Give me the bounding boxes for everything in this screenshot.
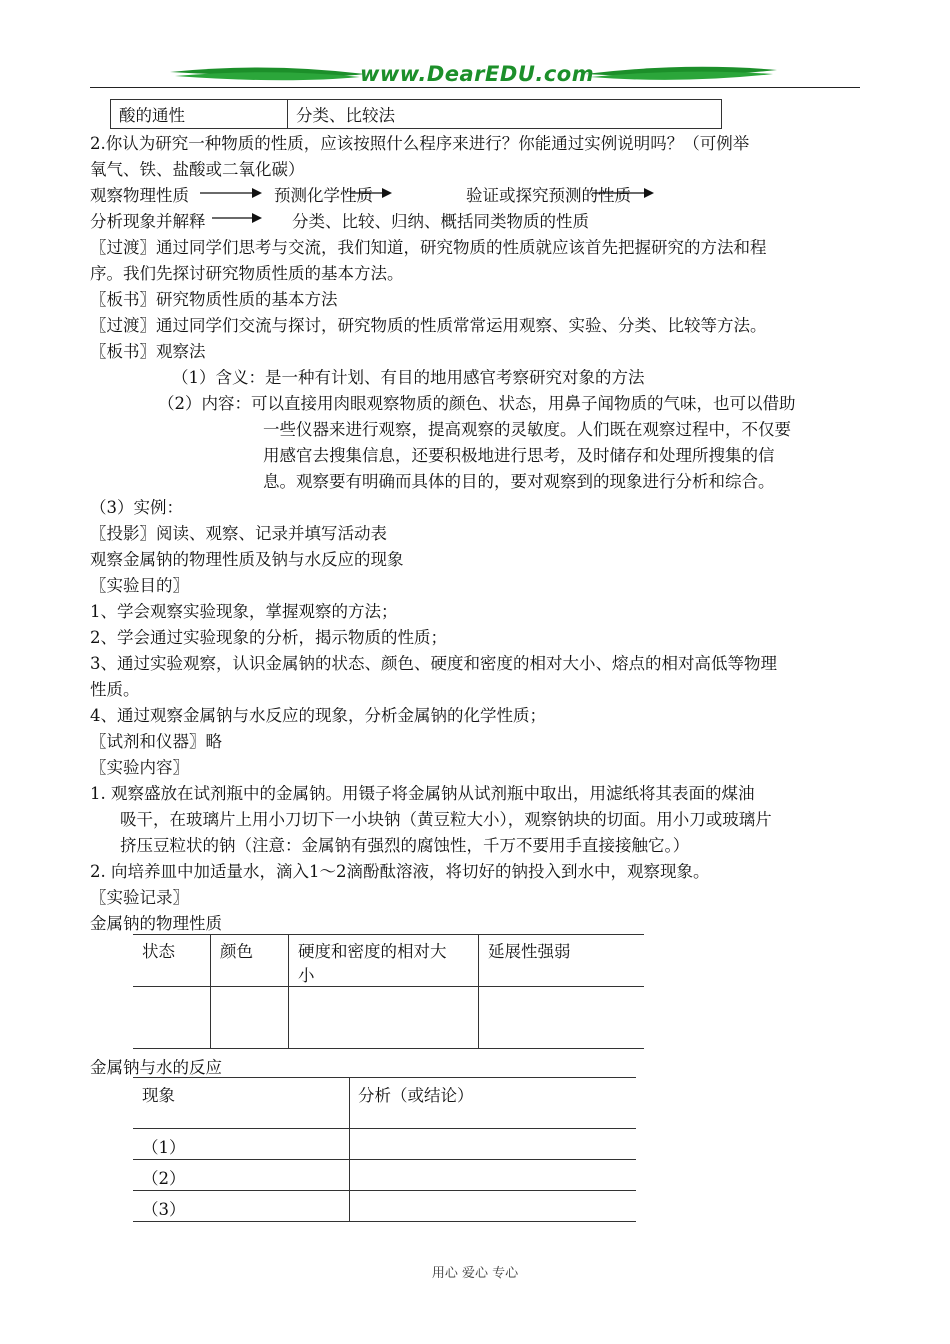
observation-content: 息。观察要有明确而具体的目的，要对观察到的现象进行分析和综合。	[263, 472, 775, 491]
paragraph-line: 〖板书〗观察法	[90, 342, 206, 361]
table-header-cell: 分析（或结论）	[358, 1086, 474, 1105]
arrow-right-icon	[350, 186, 392, 200]
activity-line: 〖实验内容〗	[90, 758, 189, 777]
activity-line: 1、学会观察实验现象，掌握观察的方法；	[90, 602, 398, 621]
observation-example: （3）实例：	[90, 498, 183, 517]
paragraph-line: 〖过渡〗通过同学们思考与交流，我们知道，研究物质的性质就应该首先把握研究的方法和程	[90, 238, 767, 257]
flow-step: 分类、比较、归纳、概括同类物质的性质	[292, 212, 589, 231]
method-table-cell: 分类、比较法	[288, 100, 722, 129]
activity-line: 2、学会通过实验现象的分析，揭示物质的性质；	[90, 628, 447, 647]
table-rule	[349, 1077, 350, 1221]
observation-content: （2）内容：可以直接用肉眼观察物质的颜色、状态，用鼻子闻物质的气味，也可以借助	[158, 394, 796, 413]
table-rule	[288, 934, 289, 1048]
table-rule	[478, 934, 479, 1048]
procedure-line: 吸干，在玻璃片上用小刀切下一小块钠（黄豆粒大小），观察钠块的切面。用小刀或玻璃片	[120, 810, 772, 829]
table-row-label: （2）	[142, 1169, 186, 1188]
question-line: 氧气、铁、盐酸或二氧化碳）	[90, 160, 305, 179]
table-rule	[210, 934, 211, 1048]
table-rule	[133, 1128, 636, 1129]
arrow-right-icon	[592, 186, 654, 200]
paragraph-line: 序。我们先探讨研究物质性质的基本方法。	[90, 264, 404, 283]
table-header-cell: 颜色	[220, 942, 253, 961]
paragraph-line: 〖过渡〗通过同学们交流与探讨，研究物质的性质常常运用观察、实验、分类、比较等方法。	[90, 316, 767, 335]
table-header-cell: 小	[298, 966, 315, 985]
procedure-line: 金属钠的物理性质	[90, 914, 222, 933]
procedure-line: 2. 向培养皿中加适量水，滴入1～2滴酚酞溶液，将切好的钠投入到水中，观察现象。	[90, 862, 710, 881]
observation-content: 一些仪器来进行观察，提高观察的灵敏度。人们既在观察过程中，不仅要	[263, 420, 791, 439]
procedure-line: 1. 观察盛放在试剂瓶中的金属钠。用镊子将金属钠从试剂瓶中取出，用滤纸将其表面的煤油	[90, 784, 755, 803]
table-header-cell: 现象	[142, 1086, 175, 1105]
table-rule	[133, 1048, 644, 1049]
table-header-cell: 延展性强弱	[488, 942, 571, 961]
reaction-title: 金属钠与水的反应	[90, 1058, 222, 1077]
flow-step: 预测化学性质	[274, 186, 373, 205]
table-row-label: （3）	[142, 1200, 186, 1219]
procedure-line: 〖实验记录〗	[90, 888, 189, 907]
activity-line: 观察金属钠的物理性质及钠与水反应的现象	[90, 550, 404, 569]
activity-line: 4、通过观察金属钠与水反应的现象，分析金属钠的化学性质；	[90, 706, 546, 725]
page-footer: 用心 爱心 专心	[431, 1266, 519, 1281]
activity-line: 3、通过实验观察，认识金属钠的状态、颜色、硬度和密度的相对大小、熔点的相对高低等物理	[90, 654, 777, 673]
flow-step: 观察物理性质	[90, 186, 189, 205]
table-rule	[133, 1077, 636, 1078]
observation-content: 用感官去搜集信息，还要积极地进行思考，及时储存和处理所搜集的信	[263, 446, 775, 465]
activity-line: 性质。	[90, 680, 140, 699]
activity-line: 〖试剂和仪器〗略	[90, 732, 222, 751]
flow-step: 验证或探究预测的性质	[466, 186, 631, 205]
table-rule	[133, 1159, 636, 1160]
procedure-line: 挤压豆粒状的钠（注意：金属钠有强烈的腐蚀性，千万不要用手直接接触它。）	[120, 836, 690, 855]
method-table	[110, 99, 722, 129]
table-header-cell: 硬度和密度的相对大	[298, 942, 447, 961]
arrow-right-icon	[200, 186, 262, 200]
activity-line: 〖实验目的〗	[90, 576, 189, 595]
table-rule	[133, 1190, 636, 1191]
table-header-cell: 状态	[142, 942, 175, 961]
question-line: 2.你认为研究一种物质的性质，应该按照什么程序来进行？你能通过实例说明吗？（可例举	[90, 134, 750, 153]
paragraph-line: 〖板书〗研究物质性质的基本方法	[90, 290, 338, 309]
flow-step: 分析现象并解释	[90, 212, 206, 231]
table-rule	[133, 1221, 636, 1222]
arrow-right-icon	[212, 211, 262, 225]
method-table-cell: 酸的通性	[111, 100, 288, 129]
activity-line: 〖投影〗阅读、观察、记录并填写活动表	[90, 524, 387, 543]
logo-text: www.DearEDU.com	[360, 62, 595, 86]
table-row-label: （1）	[142, 1138, 186, 1157]
observation-meaning: （1）含义：是一种有计划、有目的地用感官考察研究对象的方法	[172, 368, 645, 387]
header-rule	[90, 87, 860, 88]
